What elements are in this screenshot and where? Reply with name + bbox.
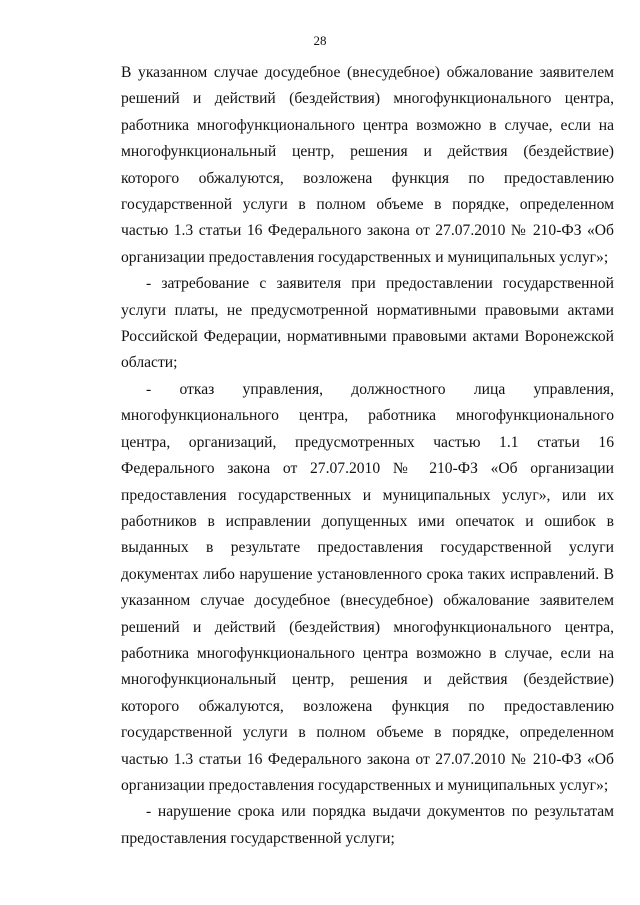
list-item-correction-refusal: - отказ управления, должностного лица управления, многофункционального центра, работника многофункционального центра, организаций, предусмотренных частью 1.1 статьи 16 Федерального закона от 27.07.2010 № 210-ФЗ «Об организации предоставления государственных и муниципальных услуг», или их работников в исправлении допущенных ими опечаток и ошибок в выданных в результате предоставления государственной услуги документах либо нарушение установленного срока таких исправлений. В указанном случае досудебное (внесудебное) обжалование заявителем решений и действий (бездействия) многофункционального центра, работника многофункционального центра возможно в случае, если на многофункциональный центр, решения и действия (бездействие) которого обжалуются, возложена функция по предоставлению государственной услуги в полном объеме в порядке, определенном частью 1.3 статьи 16 Федерального закона от 27.07.2010 № 210-ФЗ «Об организации предоставления государственных и муниципальных услуг»; xyxy=(121,380,614,794)
list-item-delivery-violation: - нарушение срока или порядка выдачи документов по результатам предоставления государственной услуги; xyxy=(121,803,614,847)
document-body xyxy=(121,60,614,852)
paragraph-continuation: В указанном случае досудебное (внесудебное) обжалование заявителем решений и действий (бездействия) многофункционального центра, работника многофункционального центра возможно в случае, если на многофункциональный центр, решения и действия (бездействие) которого обжалуются, возложена функция по предоставлению государственной услуги в полном объеме в порядке, определенном частью 1.3 статьи 16 Федерального закона от 27.07.2010 № 210-ФЗ «Об организации предоставления государственных и муниципальных услуг»; xyxy=(121,64,614,266)
page-number: 28 xyxy=(313,33,327,48)
list-item-fee-demand: - затребование с заявителя при предоставлении государственной услуги платы, не предусмотренной нормативными правовыми актами Российской Федерации, нормативными правовыми актами Воронежской области; xyxy=(121,275,614,372)
